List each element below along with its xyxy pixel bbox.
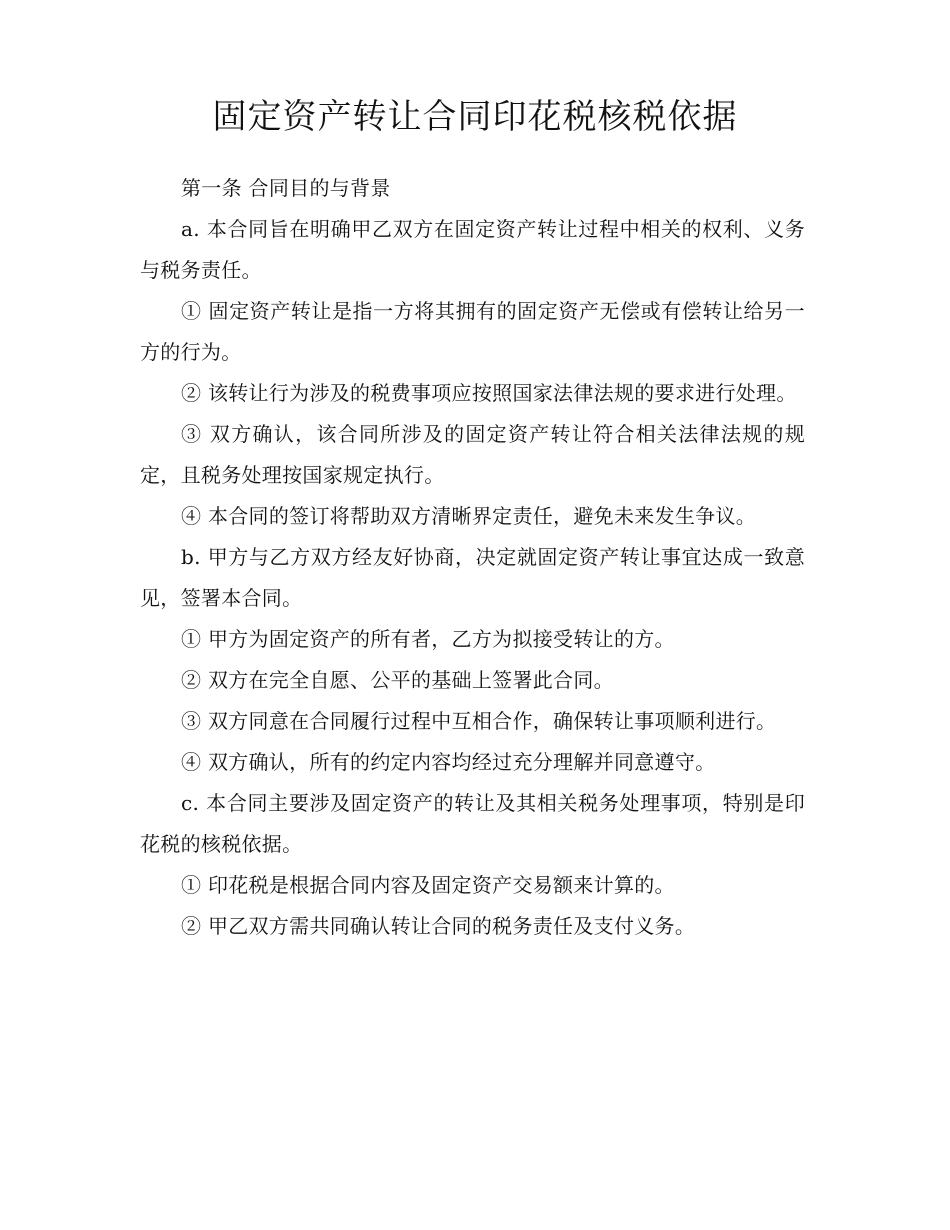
clause-a-item-1: ① 固定资产转让是指一方将其拥有的固定资产无偿或有偿转让给另一方的行为。 — [140, 299, 805, 364]
clause-c-item-2: ② 甲乙双方需共同确认转让合同的税务责任及支付义务。 — [181, 914, 696, 938]
clause-a-item-3: ③ 双方确认，该合同所涉及的固定资产转让符合相关法律法规的规定，且税务处理按国家规定执行。 — [140, 422, 805, 487]
clause-b-item-2: ② 双方在完全自愿、公平的基础上签署此合同。 — [181, 668, 614, 692]
clause-b-item-1: ① 甲方为固定资产的所有者，乙方为拟接受转让的方。 — [181, 627, 675, 651]
clause-b-item-4: ④ 双方确认，所有的约定内容均经过充分理解并同意遵守。 — [181, 750, 716, 774]
clause-c-item-1: ① 印花税是根据合同内容及固定资产交易额来计算的。 — [181, 873, 675, 897]
clause-c: c. 本合同主要涉及固定资产的转让及其相关税务处理事项，特别是印花税的核税依据。 — [140, 791, 805, 856]
clause-b: b. 甲方与乙方双方经友好协商，决定就固定资产转让事宜达成一致意见，签署本合同。 — [140, 545, 805, 610]
clause-a: a. 本合同旨在明确甲乙双方在固定资产转让过程中相关的权利、义务与税务责任。 — [140, 217, 805, 282]
clause-b-item-3: ③ 双方同意在合同履行过程中互相合作，确保转让事项顺利进行。 — [181, 709, 777, 733]
document-title: 固定资产转让合同印花税核税依据 — [212, 97, 738, 137]
document-body — [140, 168, 805, 947]
article-heading: 第一条 合同目的与背景 — [181, 176, 391, 200]
clause-a-item-4: ④ 本合同的签订将帮助双方清晰界定责任，避免未来发生争议。 — [181, 504, 757, 528]
clause-a-item-2: ② 该转让行为涉及的税费事项应按照国家法律法规的要求进行处理。 — [181, 381, 797, 405]
